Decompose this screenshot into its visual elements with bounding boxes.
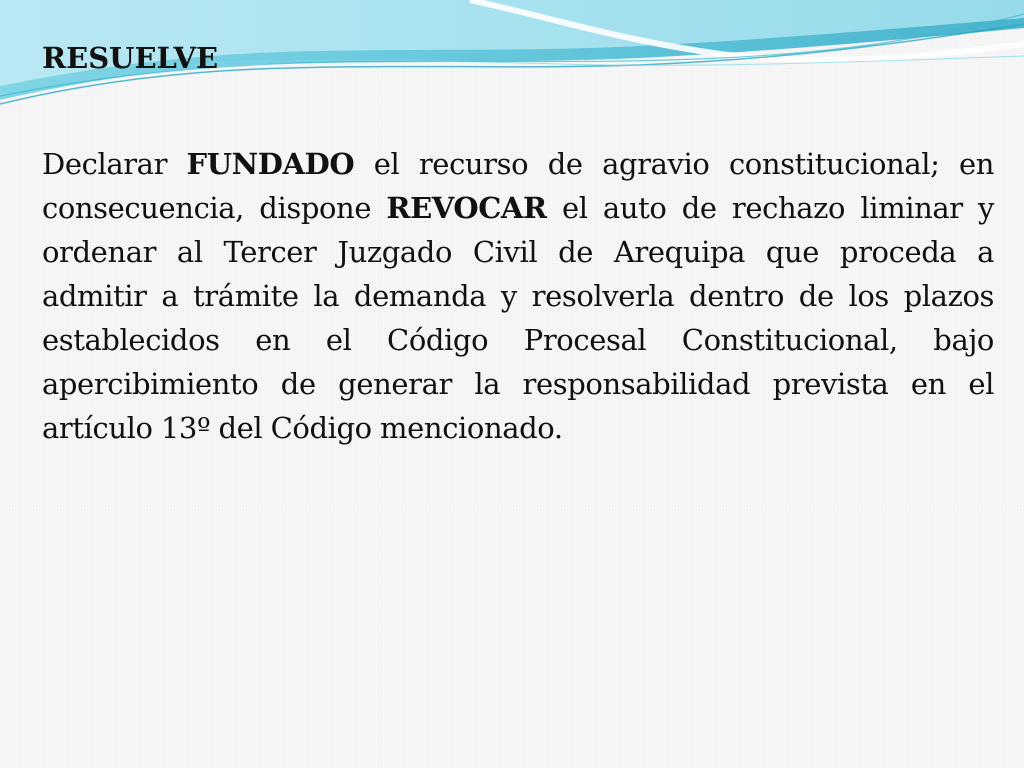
resolution-paragraph xyxy=(42,142,994,450)
paragraph-bold-fundado: FUNDADO xyxy=(186,147,355,181)
slide-heading: RESUELVE xyxy=(42,41,219,75)
paragraph-text-3: el auto de rechazo liminar y ordenar al Tercer Juzgado Civil de Arequipa que proceda a admitir a trámite la demanda y resolverla dentro de los plazos establecidos en el Código Procesal Constitucional, bajo apercibimiento de generar la responsabilidad prevista en el artículo 13º del Código mencionado. xyxy=(42,191,994,445)
paragraph-bold-revocar: REVOCAR xyxy=(386,191,547,225)
paragraph-text-1: Declarar xyxy=(42,147,187,181)
paragraph-text-2: el recurso de agravio constitucional; en consecuencia, dispone xyxy=(42,147,994,225)
